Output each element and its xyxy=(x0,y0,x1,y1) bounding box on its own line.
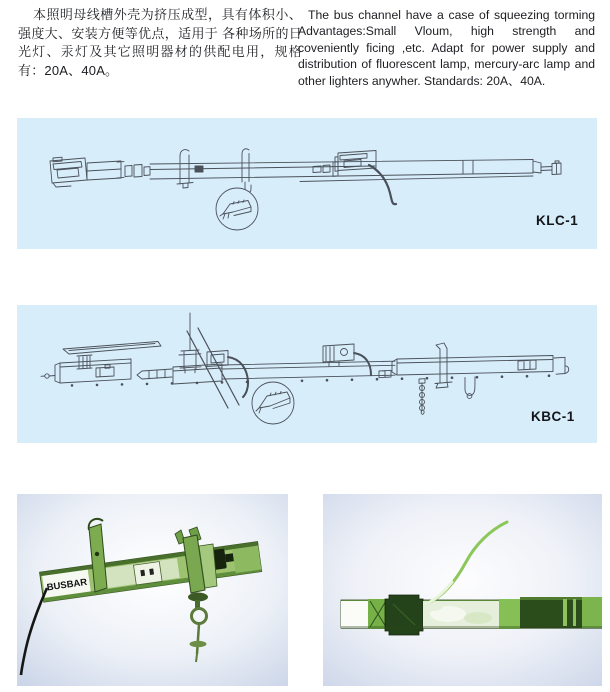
diagram-panel-kbc1 xyxy=(17,305,597,443)
kbc1-line-drawing xyxy=(17,305,597,443)
intro-paragraph-chinese: 本照明母线槽外壳为挤压成型，具有体积小、强度大、安装方便等优点，适用于 各种场所的日光灯、汞灯及其它照明器材的供配电用，规格有：20A、40A。 xyxy=(18,7,302,78)
busbar-joint-photo-image xyxy=(323,494,602,686)
diagram-label-klc1: KLC-1 xyxy=(536,213,579,228)
busbar-product-label: BUSBAR xyxy=(46,576,88,594)
diagram-label-kbc1: KBC-1 xyxy=(531,409,575,424)
intro-paragraph-english: The bus channel have a case of squeezing torming Advantages:Small Vloum, high strength and coveniently ficing ,etc. Adapt for power supply and distribution of fluorescent lamp, mercury-arc lamp and other lighters anywher. Standards: 20A、40A. xyxy=(298,8,595,88)
diagram-panel-klc1 xyxy=(17,118,597,249)
photo-busbar-joint xyxy=(323,494,602,686)
busbar-hanger-photo-image xyxy=(17,494,288,686)
photo-busbar-hanger xyxy=(17,494,288,686)
klc1-line-drawing xyxy=(17,118,597,249)
